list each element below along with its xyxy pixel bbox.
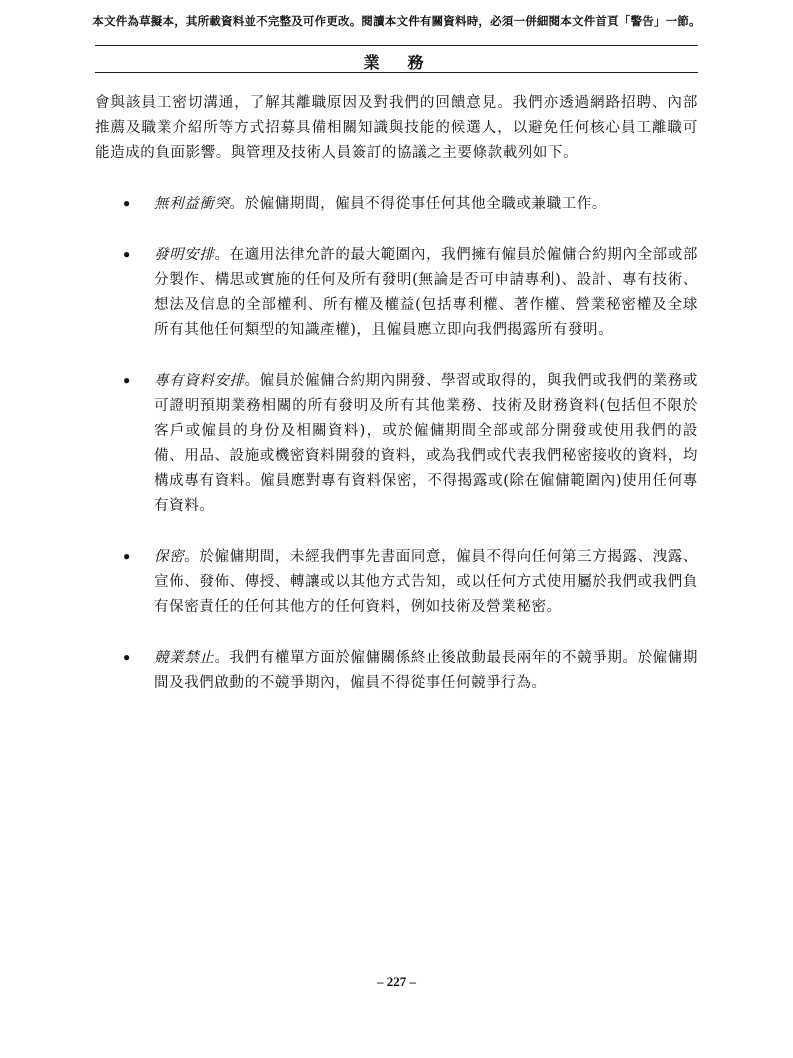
clause-proprietary-information bbox=[95, 369, 698, 519]
document-body bbox=[95, 91, 698, 722]
page-number: – 227 – bbox=[377, 974, 416, 989]
agreement-terms-list bbox=[95, 192, 698, 696]
bullet-icon: • bbox=[122, 373, 132, 390]
bullet-icon: • bbox=[122, 247, 132, 264]
clause-confidentiality bbox=[95, 545, 698, 620]
bullet-icon: • bbox=[122, 196, 132, 213]
intro-paragraph: 會與該員工密切溝通，了解其離職原因及對我們的回饋意見。我們亦透過網路招聘、內部推薦及職業介紹所等方式招募具備相關知識與技能的候選人，以避免任何核心員工離職可能造成的負面影響。與管理及技術人員簽訂的協議之主要條款載列如下。 bbox=[95, 95, 698, 161]
clause-text: 。於僱傭期間，未經我們事先書面同意，僱員不得向任何第三方揭露、洩露、宣佈、發佈、傳授、轉讓或以其他方式告知，或以任何方式使用屬於我們或我們負有保密責任的任何其他方的任何資料，例如技術及營業秘密。 bbox=[154, 549, 698, 615]
clause-term: 無利益衝突 bbox=[154, 196, 230, 212]
clause-term: 專有資料安排 bbox=[154, 373, 245, 389]
clause-term: 發明安排 bbox=[154, 247, 215, 263]
header-bottom-rule bbox=[95, 72, 698, 73]
section-title: 業 務 bbox=[363, 53, 430, 72]
clause-text: 。於僱傭期間，僱員不得從事任何其他全職或兼職工作。 bbox=[229, 196, 607, 212]
clause-invention-arrangements bbox=[95, 243, 698, 343]
header-top-rule bbox=[95, 45, 698, 46]
clause-term: 保密 bbox=[154, 549, 185, 565]
draft-warning-banner: 本文件為草擬本，其所載資料並不完整及可作更改。閱讀本文件有關資料時，必須一併細閱本文件首頁「警告」一節。 bbox=[92, 14, 701, 28]
clause-non-compete bbox=[95, 646, 698, 696]
clause-term: 競業禁止 bbox=[154, 650, 215, 666]
clause-text: 。我們有權單方面於僱傭關係終止後啟動最長兩年的不競爭期。於僱傭期間及我們啟動的不競爭期內，僱員不得從事任何競爭行為。 bbox=[154, 650, 698, 691]
clause-no-conflict-of-interest bbox=[95, 192, 698, 217]
clause-text: 。在適用法律允許的最大範圍內，我們擁有僱員於僱傭合約期內全部或部分製作、構思或實施的任何及所有發明(無論是否可申請專利)、設計、專有技術、想法及信息的全部權利、所有權及權益(包括專利權、著作權、營業秘密權及全球所有其他任何類型的知識產權)，且僱員應立即向我們揭露所有發明。 bbox=[154, 247, 698, 338]
bullet-icon: • bbox=[122, 549, 132, 566]
bullet-icon: • bbox=[122, 650, 132, 667]
clause-text: 。僱員於僱傭合約期內開發、學習或取得的，與我們或我們的業務或可證明預期業務相關的所有發明及所有其他業務、技術及財務資料(包括但不限於客戶或僱員的身份及相關資料)，或於僱傭期間全部或部分開發或使用我們的設備、用品、設施或機密資料開發的資料，或為我們或代表我們秘密接收的資料，均構成專有資料。僱員應對專有資料保密，不得揭露或(除在僱傭範圍內)使用任何專有資料。 bbox=[154, 373, 698, 514]
